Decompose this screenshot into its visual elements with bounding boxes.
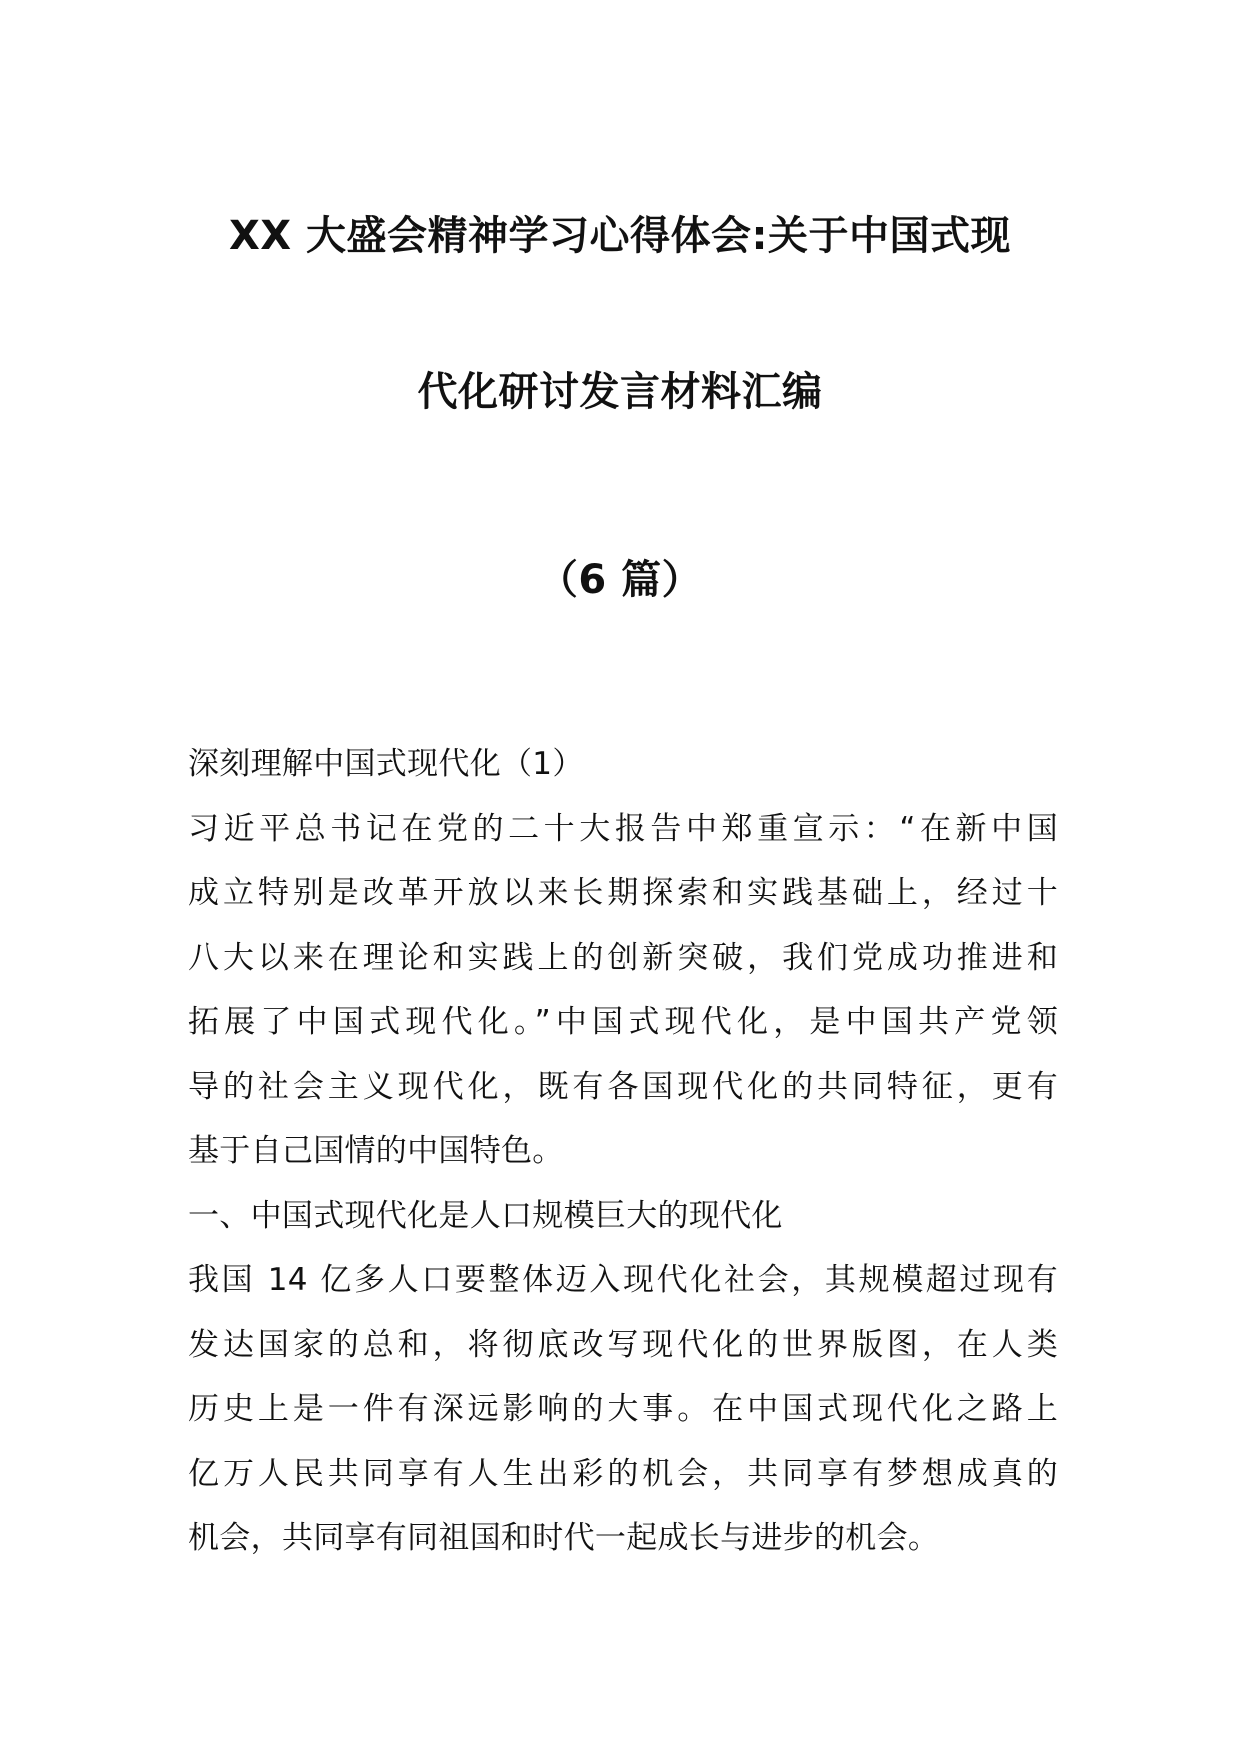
paragraph-line: 拓展了中国式现代化。”中国式现代化，是中国共产党领 <box>188 1004 1058 1040</box>
paragraph-line: 八大以来在理论和实践上的创新突破，我们党成功推进和 <box>188 939 1058 976</box>
paragraph-line: 我国 14 亿多人口要整体迈入现代化社会，其规模超过现有 <box>188 1262 1058 1298</box>
document-title-count: （6 篇） <box>537 557 703 603</box>
paragraph-line: 发达国家的总和，将彻底改写现代化的世界版图，在人类 <box>188 1326 1058 1363</box>
paragraph-line: 亿万人民共同享有人生出彩的机会，共同享有梦想成真的 <box>188 1455 1058 1492</box>
paragraph-line: 习近平总书记在党的二十大报告中郑重宣示：“在新中国 <box>188 810 1058 847</box>
paragraph-line: 历史上是一件有深远影响的大事。在中国式现代化之路上 <box>188 1391 1058 1427</box>
subsection-heading: 一、中国式现代化是人口规模巨大的现代化 <box>188 1197 783 1234</box>
paragraph-line: 成立特别是改革开放以来长期探索和实践基础上，经过十 <box>188 875 1058 911</box>
document-title-line-2: 代化研讨发言材料汇编 <box>417 369 823 415</box>
document-body <box>188 732 1058 1571</box>
section-heading: 深刻理解中国式现代化（1） <box>188 746 584 782</box>
paragraph-line: 机会，共同享有同祖国和时代一起成长与进步的机会。 <box>188 1520 940 1556</box>
paragraph-line: 导的社会主义现代化，既有各国现代化的共同特征，更有 <box>188 1068 1058 1105</box>
paragraph-line: 基于自己国情的中国特色。 <box>188 1133 564 1169</box>
document-title-line-1: XX 大盛会精神学习心得体会:关于中国式现 <box>228 213 1012 259</box>
